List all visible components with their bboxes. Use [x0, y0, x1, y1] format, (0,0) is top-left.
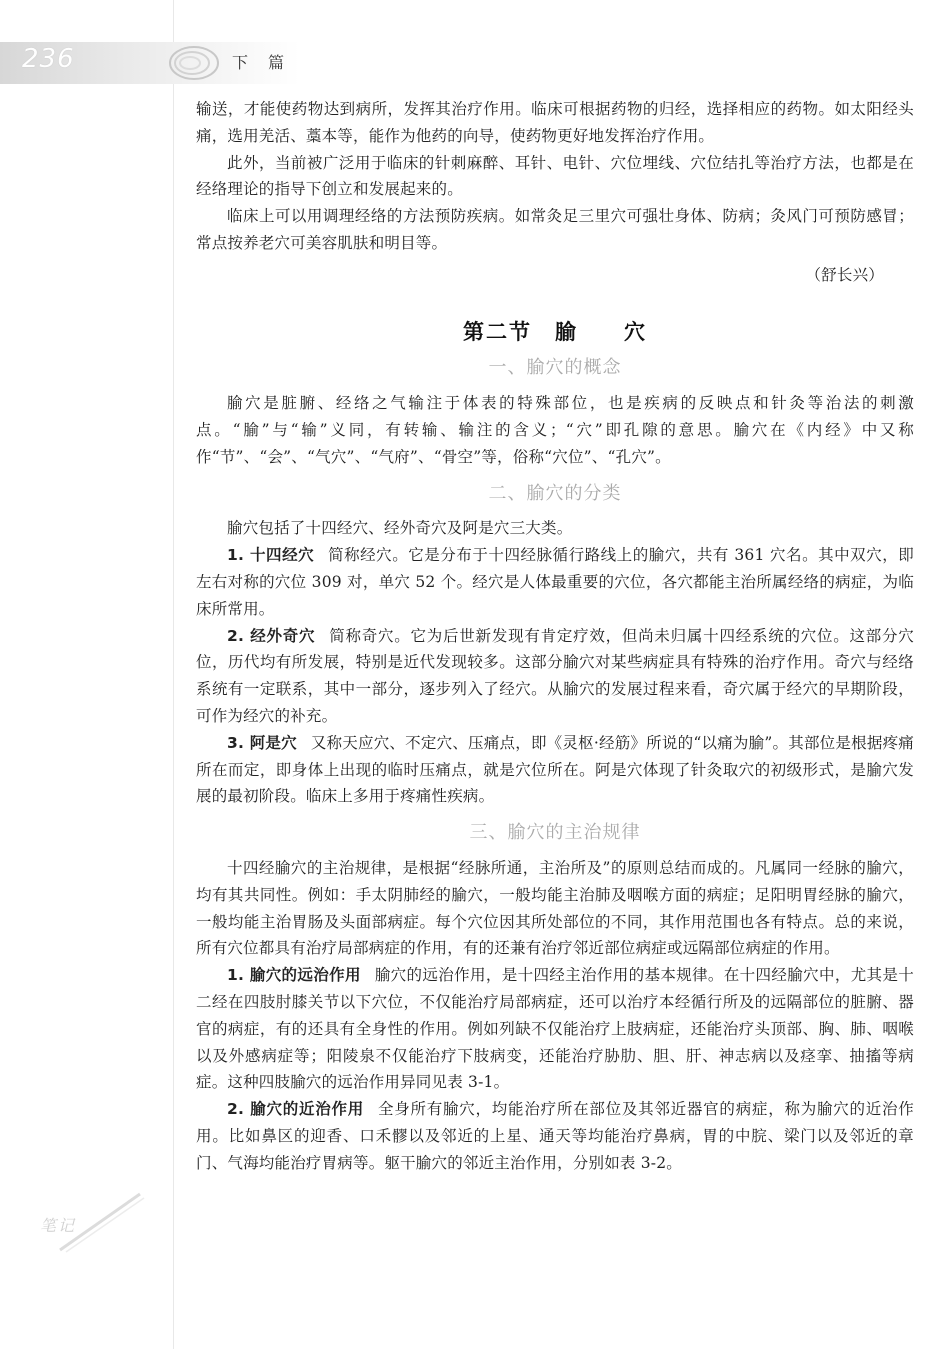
page-number: 236 — [22, 44, 75, 74]
paragraph: 腧穴是脏腑、经络之气输注于体表的特殊部位，也是疾病的反映点和针灸等治法的刺激点。“腧”与“输”义同，有转输、输注的含义；“穴”即孔隙的意思。腧穴在《内经》中又称作“节”、“会”、“气穴”、“气府”、“骨空”等，俗称“穴位”、“孔穴”。 — [196, 394, 914, 466]
notes-label: 笔记 — [40, 1216, 77, 1235]
item-label: 3. 阿是穴 — [227, 733, 297, 752]
list-item — [196, 962, 914, 1096]
item-text: 腧穴的远治作用，是十四经主治作用的基本规律。在十四经腧穴中，尤其是十二经在四肢肘膝关节以下穴位，不仅能治疗局部病症，还可以治疗本经循行所及的远隔部位的脏腑、器官的病症，有的还具有全身性的作用。例如列缺不仅能治疗上肢病症，还能治疗头顶部、胸、肺、咽喉以及外感病症等；阳陵泉不仅能治疗下肢病变，还能治疗胁肋、胆、肝、神志病以及痉挛、抽搐等病症。这种四肢腧穴的远治作用异同见表 3-1。 — [196, 966, 914, 1092]
item-label: 1. 十四经穴 — [227, 546, 315, 565]
item-label: 2. 腧穴的近治作用 — [227, 1100, 365, 1119]
item-label: 1. 腧穴的远治作用 — [227, 966, 361, 985]
page-content — [196, 96, 914, 1176]
item-text: 全身所有腧穴，均能治疗所在部位及其邻近器官的病症，称为腧穴的近治作用。比如鼻区的迎香、口禾髎以及邻近的上星、通天等均能治疗鼻病，胃的中脘、梁门以及邻近的章门、气海均能治疗胃病等。躯干腧穴的邻近主治作用，分别如表 3-2。 — [196, 1100, 914, 1172]
paragraph: 十四经腧穴的主治规律，是根据“经脉所通，主治所及”的原则总结而成的。凡属同一经脉的腧穴，均有其共同性。例如：手太阴肺经的腧穴，一般均能主治肺及咽喉方面的病症；足阳明胃经脉的腧穴，一般均能主治胃肠及头面部病症。每个穴位因其所处部位的不同，其作用范围也各有特点。总的来说，所有穴位都具有治疗局部病症的作用，有的还兼有治疗邻近部位病症或远隔部位病症的作用。 — [196, 858, 914, 958]
item-text: 简称奇穴。它为后世新发现有肯定疗效，但尚未归属十四经系统的穴位。这部分穴位，历代均有所发展，特别是近代发现较多。这部分腧穴对某些病症具有特殊的治疗作用。奇穴与经络系统有一定联系，其中一部分，逐步列入了经穴。从腧穴的发展过程来看，奇穴属于经穴的早期阶段，可作为经穴的补充。 — [196, 626, 914, 725]
paragraph: 输送，才能使药物达到病所，发挥其治疗作用。临床可根据药物的归经，选择相应的药物。如太阳经头痛，选用羌活、藁本等，能作为他药的向导，使药物更好地发挥治疗作用。 — [196, 100, 914, 145]
swirl-logo-icon — [165, 38, 223, 88]
margin-rule — [173, 0, 174, 1349]
item-text: 简称经穴。它是分布于十四经脉循行路线上的腧穴，共有 361 穴名。其中双穴，即左右对称的穴位 309 对，单穴 52 个。经穴是人体最重要的穴位，各穴都能主治所属经络的病症，为临床所常用。 — [196, 546, 914, 618]
paragraph: 此外，当前被广泛用于临床的针刺麻醉、耳针、电针、穴位埋线、穴位结扎等治疗方法，也都是在经络理论的指导下创立和发展起来的。 — [196, 153, 914, 199]
paragraph: 腧穴包括了十四经穴、经外奇穴及阿是穴三大类。 — [227, 519, 573, 538]
list-item — [196, 623, 914, 730]
item-label: 2. 经外奇穴 — [227, 626, 316, 645]
item-text: 又称天应穴、不定穴、压痛点，即《灵枢·经筋》所说的“以痛为腧”。其部位是根据疼痛所在而定，即身体上出现的临时压痛点，就是穴位所在。阿是穴体现了针灸取穴的初级形式，是腧穴发展的最初阶段。临床上多用于疼痛性疾病。 — [196, 733, 914, 806]
list-item — [196, 542, 914, 622]
section-title: 第二节 腧 穴 — [463, 319, 647, 344]
subsection-title: 三、腧穴的主治规律 — [469, 822, 641, 844]
list-item — [196, 730, 914, 810]
paragraph: 临床上可以用调理经络的方法预防疾病。如常灸足三里穴可强壮身体、防病；灸风门可预防感冒；常点按养老穴可美容肌肤和明目等。 — [196, 207, 914, 252]
subsection-title: 二、腧穴的分类 — [488, 482, 622, 504]
header-title: 下 篇 — [232, 53, 287, 72]
list-item — [196, 1096, 914, 1176]
subsection-title: 一、腧穴的概念 — [488, 357, 622, 379]
author-signature: （舒长兴） — [805, 265, 884, 284]
